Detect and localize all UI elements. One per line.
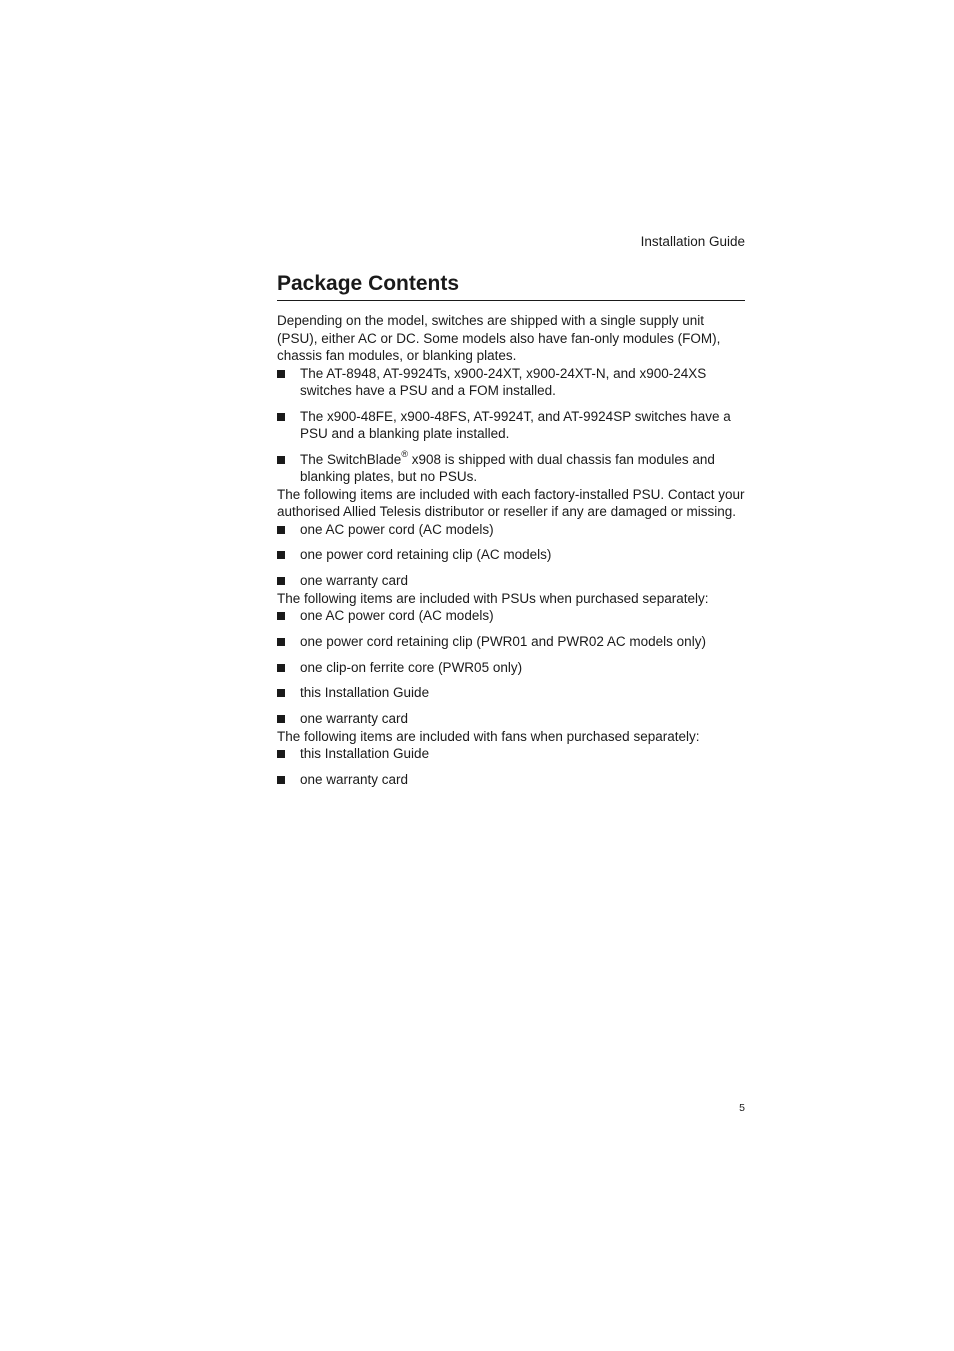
factory-psu-list bbox=[277, 521, 745, 590]
registered-mark: ® bbox=[401, 449, 408, 459]
running-header: Installation Guide bbox=[640, 234, 745, 249]
list-item: this Installation Guide bbox=[277, 745, 745, 763]
page-number: 5 bbox=[739, 1102, 745, 1114]
intro-paragraph: Depending on the model, switches are shipped with a single supply unit (PSU), either AC or DC. Some models also have fan-only modules (FOM), chassis fan modules, or blanking plates. bbox=[277, 313, 721, 363]
square-bullet-icon bbox=[277, 456, 285, 464]
section-body bbox=[277, 312, 745, 789]
list-item: one power cord retaining clip (AC models) bbox=[277, 546, 745, 564]
square-bullet-icon bbox=[277, 370, 285, 378]
square-bullet-icon bbox=[277, 715, 285, 723]
square-bullet-icon bbox=[277, 776, 285, 784]
list-item: The SwitchBlade® x908 is shipped with dual chassis fan modules and blanking plates, but no PSUs. bbox=[277, 451, 745, 486]
separate-psu-paragraph: The following items are included with PSUs when purchased separately: bbox=[277, 590, 709, 606]
square-bullet-icon bbox=[277, 750, 285, 758]
square-bullet-icon bbox=[277, 664, 285, 672]
list-item: The x900-48FE, x900-48FS, AT-9924T, and AT-9924SP switches have a PSU and a blanking plate installed. bbox=[277, 408, 745, 443]
list-item: one warranty card bbox=[277, 572, 745, 590]
list-item: one clip-on ferrite core (PWR05 only) bbox=[277, 659, 745, 677]
separate-psu-list bbox=[277, 607, 745, 728]
square-bullet-icon bbox=[277, 526, 285, 534]
list-item: one power cord retaining clip (PWR01 and PWR02 AC models only) bbox=[277, 633, 745, 651]
page-title: Package Contents bbox=[277, 270, 745, 301]
list-item: one warranty card bbox=[277, 710, 745, 728]
square-bullet-icon bbox=[277, 413, 285, 421]
separate-fans-list bbox=[277, 745, 745, 788]
separate-fans-paragraph: The following items are included with fans when purchased separately: bbox=[277, 728, 700, 744]
list-item: one AC power cord (AC models) bbox=[277, 607, 745, 625]
list-item: one AC power cord (AC models) bbox=[277, 521, 745, 539]
square-bullet-icon bbox=[277, 638, 285, 646]
list-item: this Installation Guide bbox=[277, 684, 745, 702]
package-contents-section bbox=[277, 270, 745, 789]
square-bullet-icon bbox=[277, 551, 285, 559]
square-bullet-icon bbox=[277, 689, 285, 697]
model-list bbox=[277, 365, 745, 486]
square-bullet-icon bbox=[277, 612, 285, 620]
factory-psu-paragraph: The following items are included with each factory-installed PSU. Contact your authorised Allied Telesis distributor or reseller if any are damaged or missing. bbox=[277, 486, 745, 519]
list-item: The AT-8948, AT-9924Ts, x900-24XT, x900-24XT-N, and x900-24XS switches have a PSU and a FOM installed. bbox=[277, 365, 745, 400]
square-bullet-icon bbox=[277, 577, 285, 585]
list-item: one warranty card bbox=[277, 771, 745, 789]
